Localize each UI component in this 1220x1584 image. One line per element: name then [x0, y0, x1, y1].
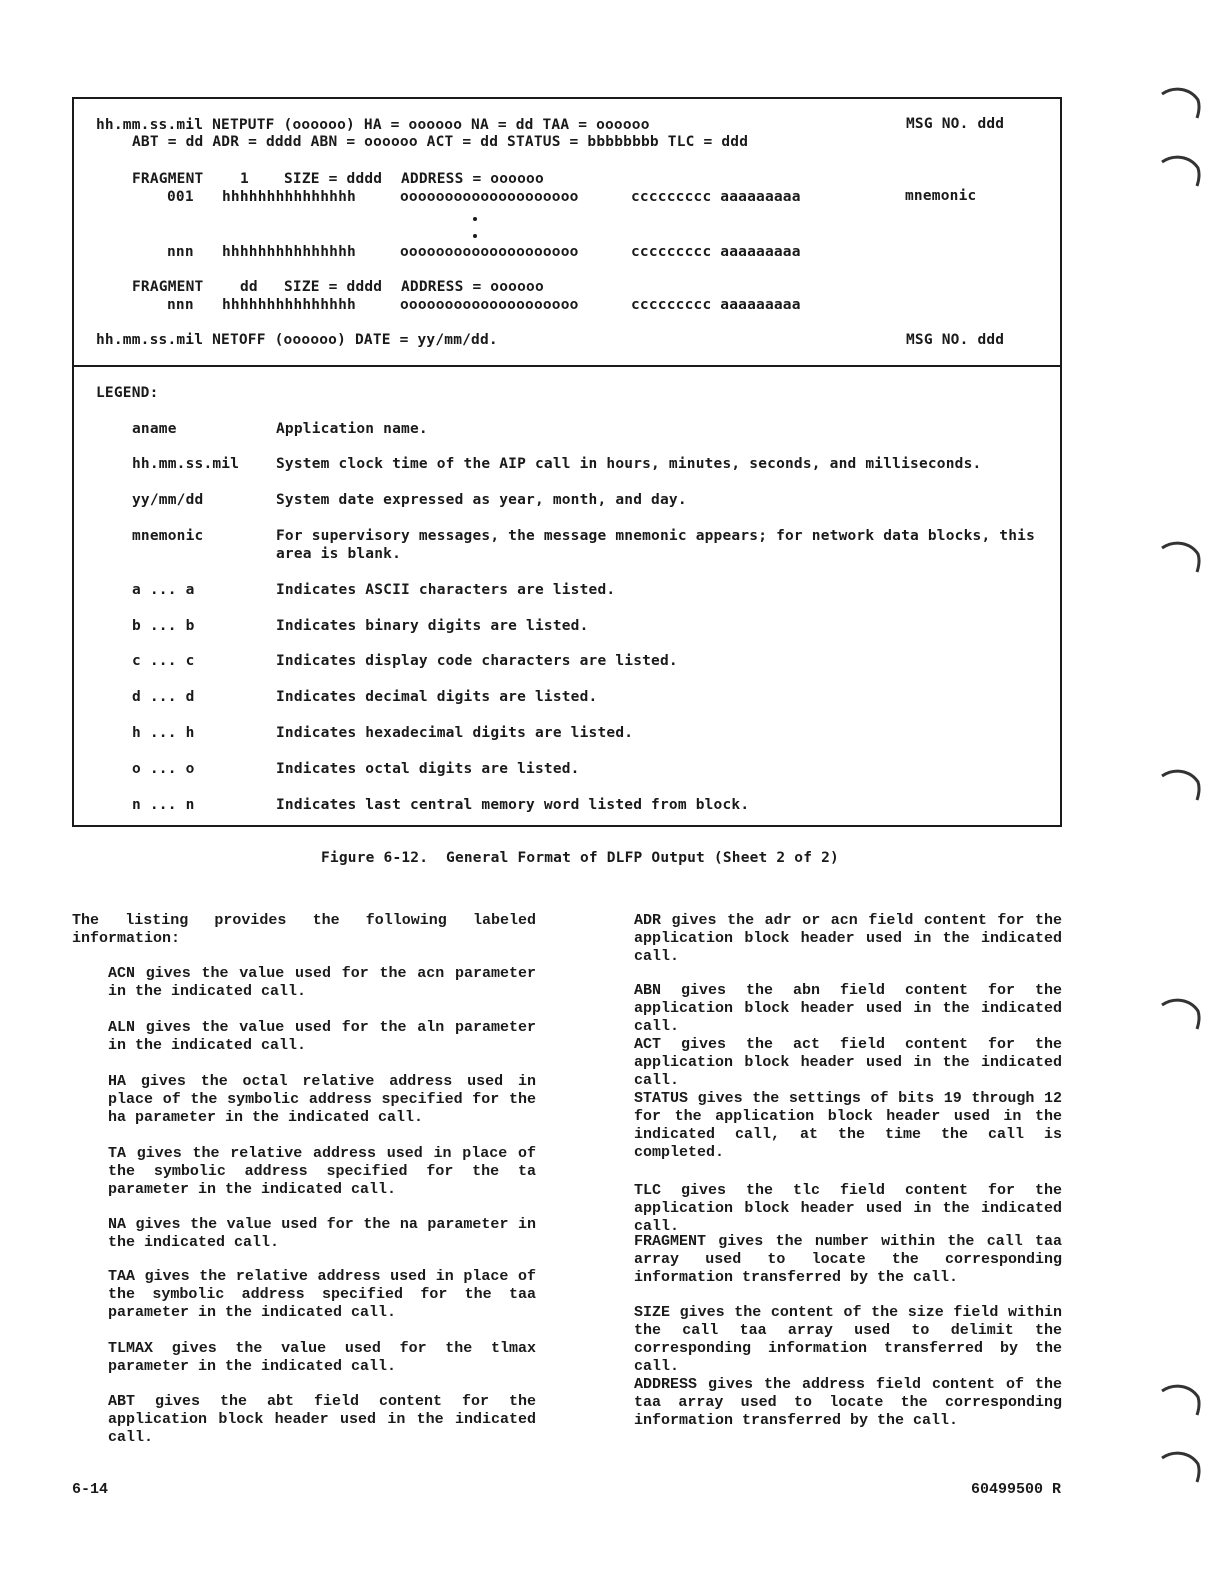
body-paragraph: ALN gives the value used for the aln parameter in the indicated call. [108, 1019, 536, 1054]
legend-desc: Indicates display code characters are listed. [276, 653, 678, 669]
fragment-size: SIZE = dddd [284, 279, 383, 295]
binder-hole-icon [1160, 997, 1202, 1033]
row-octal: oooooooooooooooooooo [400, 297, 579, 313]
footer-line: hh.mm.ss.mil NETOFF (oooooo) DATE = yy/mm/dd. [96, 332, 498, 348]
body-paragraph: ADR gives the adr or acn field content for the application block header used in the indicated call. [634, 912, 1062, 965]
row-number: nnn [167, 244, 194, 260]
row-hex: hhhhhhhhhhhhhhh [222, 244, 356, 260]
legend-term: a ... a [132, 582, 195, 598]
fragment-label: FRAGMENT [132, 279, 204, 295]
body-paragraph: SIZE gives the content of the size field within the call taa array used to delimit the corresponding information transferred by the call. [634, 1304, 1062, 1375]
binder-hole-icon [1160, 1383, 1202, 1419]
legend-term: n ... n [132, 797, 195, 813]
figure-caption: Figure 6-12. General Format of DLFP Output (Sheet 2 of 2) [321, 850, 839, 866]
figure-divider [72, 365, 1062, 367]
legend-term: d ... d [132, 689, 195, 705]
fragment-address: ADDRESS = oooooo [401, 279, 544, 295]
document-number: 60499500 R [971, 1481, 1062, 1498]
body-paragraph: HA gives the octal relative address used in place of the symbolic address specified for the ha parameter in the indicated call. [108, 1073, 536, 1126]
fragment-size: SIZE = dddd [284, 171, 383, 187]
legend-term: c ... c [132, 653, 195, 669]
body-paragraph: STATUS gives the settings of bits 19 through 12 for the application block header used in the indicated call, at the time the call is completed. [634, 1090, 1062, 1161]
legend-term: mnemonic [132, 528, 204, 544]
legend-desc: For supervisory messages, the message mnemonic appears; for network data blocks, this [276, 528, 1036, 544]
header-line-1: hh.mm.ss.mil NETPUTF (oooooo) HA = oooooo NA = dd TAA = oooooo [96, 117, 650, 133]
row-octal: oooooooooooooooooooo [400, 244, 579, 260]
row-number: 001 [167, 189, 194, 205]
row-hex: hhhhhhhhhhhhhhh [222, 297, 356, 313]
ellipsis-dot [473, 217, 477, 221]
body-paragraph: ABT gives the abt field content for the application block header used in the indicated call. [108, 1393, 536, 1446]
legend-term: aname [132, 421, 177, 437]
legend-desc: System date expressed as year, month, and day. [276, 492, 687, 508]
row-mnemonic: mnemonic [905, 188, 977, 204]
legend-term: o ... o [132, 761, 195, 777]
body-paragraph: NA gives the value used for the na parameter in the indicated call. [108, 1216, 536, 1251]
intro-paragraph: The listing provides the following labeled information: [72, 912, 536, 947]
header-line-2: ABT = dd ADR = dddd ABN = oooooo ACT = dd STATUS = bbbbbbbb TLC = ddd [132, 134, 749, 150]
legend-desc: Application name. [276, 421, 428, 437]
legend-desc-continued: area is blank. [276, 546, 402, 562]
body-paragraph: TAA gives the relative address used in place of the symbolic address specified for the taa parameter in the indicated call. [108, 1268, 536, 1321]
body-paragraph: ABN gives the abn field content for the application block header used in the indicated call. [634, 982, 1062, 1035]
body-paragraph: ADDRESS gives the address field content of the taa array used to locate the corresponding information transferred by the call. [634, 1376, 1062, 1429]
legend-desc: Indicates octal digits are listed. [276, 761, 580, 777]
legend-term: b ... b [132, 618, 195, 634]
legend-term: h ... h [132, 725, 195, 741]
ellipsis-dot [473, 234, 477, 238]
body-paragraph: TA gives the relative address used in place of the symbolic address specified for the ta parameter in the indicated call. [108, 1145, 536, 1198]
msg-no-top: MSG NO. ddd [906, 116, 1005, 132]
legend-desc: Indicates ASCII characters are listed. [276, 582, 616, 598]
legend-term: yy/mm/dd [132, 492, 204, 508]
row-number: nnn [167, 297, 194, 313]
legend-desc: System clock time of the AIP call in hours, minutes, seconds, and milliseconds. [276, 456, 982, 472]
msg-no-bottom: MSG NO. ddd [906, 332, 1005, 348]
fragment-address: ADDRESS = oooooo [401, 171, 544, 187]
row-chars: ccccccccc aaaaaaaaa [631, 244, 801, 260]
binder-hole-icon [1160, 1450, 1202, 1486]
legend-desc: Indicates hexadecimal digits are listed. [276, 725, 634, 741]
legend-desc: Indicates last central memory word listed from block. [276, 797, 750, 813]
page-number: 6-14 [72, 1481, 109, 1498]
legend-desc: Indicates binary digits are listed. [276, 618, 589, 634]
row-hex: hhhhhhhhhhhhhhh [222, 189, 356, 205]
binder-hole-icon [1160, 768, 1202, 804]
binder-hole-icon [1160, 86, 1202, 122]
body-paragraph: TLMAX gives the value used for the tlmax parameter in the indicated call. [108, 1340, 536, 1375]
fragment-number: 1 [240, 171, 249, 187]
body-paragraph: FRAGMENT gives the number within the call taa array used to locate the corresponding information transferred by the call. [634, 1233, 1062, 1286]
fragment-number: dd [240, 279, 258, 295]
fragment-label: FRAGMENT [132, 171, 204, 187]
row-chars: ccccccccc aaaaaaaaa [631, 189, 801, 205]
body-paragraph: ACT gives the act field content for the application block header used in the indicated call. [634, 1036, 1062, 1089]
body-paragraph: TLC gives the tlc field content for the application block header used in the indicated call. [634, 1182, 1062, 1235]
legend-term: hh.mm.ss.mil [132, 456, 240, 472]
binder-hole-icon [1160, 154, 1202, 190]
row-chars: ccccccccc aaaaaaaaa [631, 297, 801, 313]
legend-title: LEGEND: [96, 385, 159, 401]
legend-desc: Indicates decimal digits are listed. [276, 689, 598, 705]
body-paragraph: ACN gives the value used for the acn parameter in the indicated call. [108, 965, 536, 1000]
binder-hole-icon [1160, 540, 1202, 576]
row-octal: oooooooooooooooooooo [400, 189, 579, 205]
